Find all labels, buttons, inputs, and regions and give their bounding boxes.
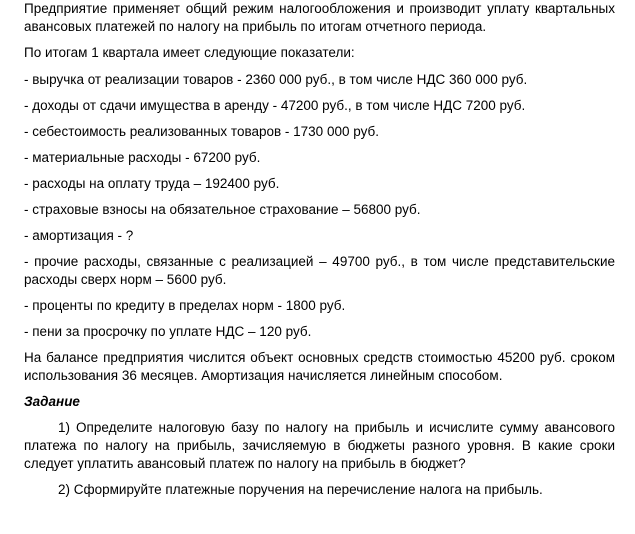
balance-paragraph: На балансе предприятия числится объект основных средств стоимостью 45200 руб. сроком использования 36 месяцев. Амортизация начисляется линейным способом. [24, 350, 615, 383]
task-item: 2) Сформируйте платежные поручения на перечисление налога на прибыль. [58, 482, 543, 497]
list-item: - выручка от реализации товаров - 2360 000 руб., в том числе НДС 360 000 руб. [24, 72, 528, 87]
list-item: - материальные расходы - 67200 руб. [24, 150, 261, 165]
indicators-list [24, 71, 615, 341]
list-item: - проценты по кредиту в пределах норм - 1800 руб. [24, 298, 346, 313]
list-item: - страховые взносы на обязательное страхование – 56800 руб. [24, 202, 421, 217]
list-item: - расходы на оплату труда – 192400 руб. [24, 176, 280, 191]
list-item: - себестоимость реализованных товаров - 1730 000 руб. [24, 124, 379, 139]
list-item: - пени за просрочку по уплате НДС – 120 руб. [24, 324, 312, 339]
task-item: 1) Определите налоговую базу по налогу на прибыль и исчислите сумму авансового платежа по налогу на прибыль, зачисляемую в бюджеты разного уровня. В какие сроки следует уплатить авансовый платеж по налогу на прибыль в бюджет? [24, 420, 615, 471]
list-item: - доходы от сдачи имущества в аренду - 47200 руб., в том числе НДС 7200 руб. [24, 98, 526, 113]
task-title: Задание [24, 394, 80, 409]
intro-paragraph: Предприятие применяет общий режим налогообложения и производит уплату квартальных авансовых платежей по налогу на прибыль по итогам отчетного периода. [24, 1, 615, 34]
indicators-heading: По итогам 1 квартала имеет следующие показатели: [24, 45, 355, 60]
list-item: - амортизация - ? [24, 228, 134, 243]
list-item: - прочие расходы, связанные с реализацией – 49700 руб., в том числе представительские расходы сверх норм – 5600 руб. [24, 254, 615, 287]
